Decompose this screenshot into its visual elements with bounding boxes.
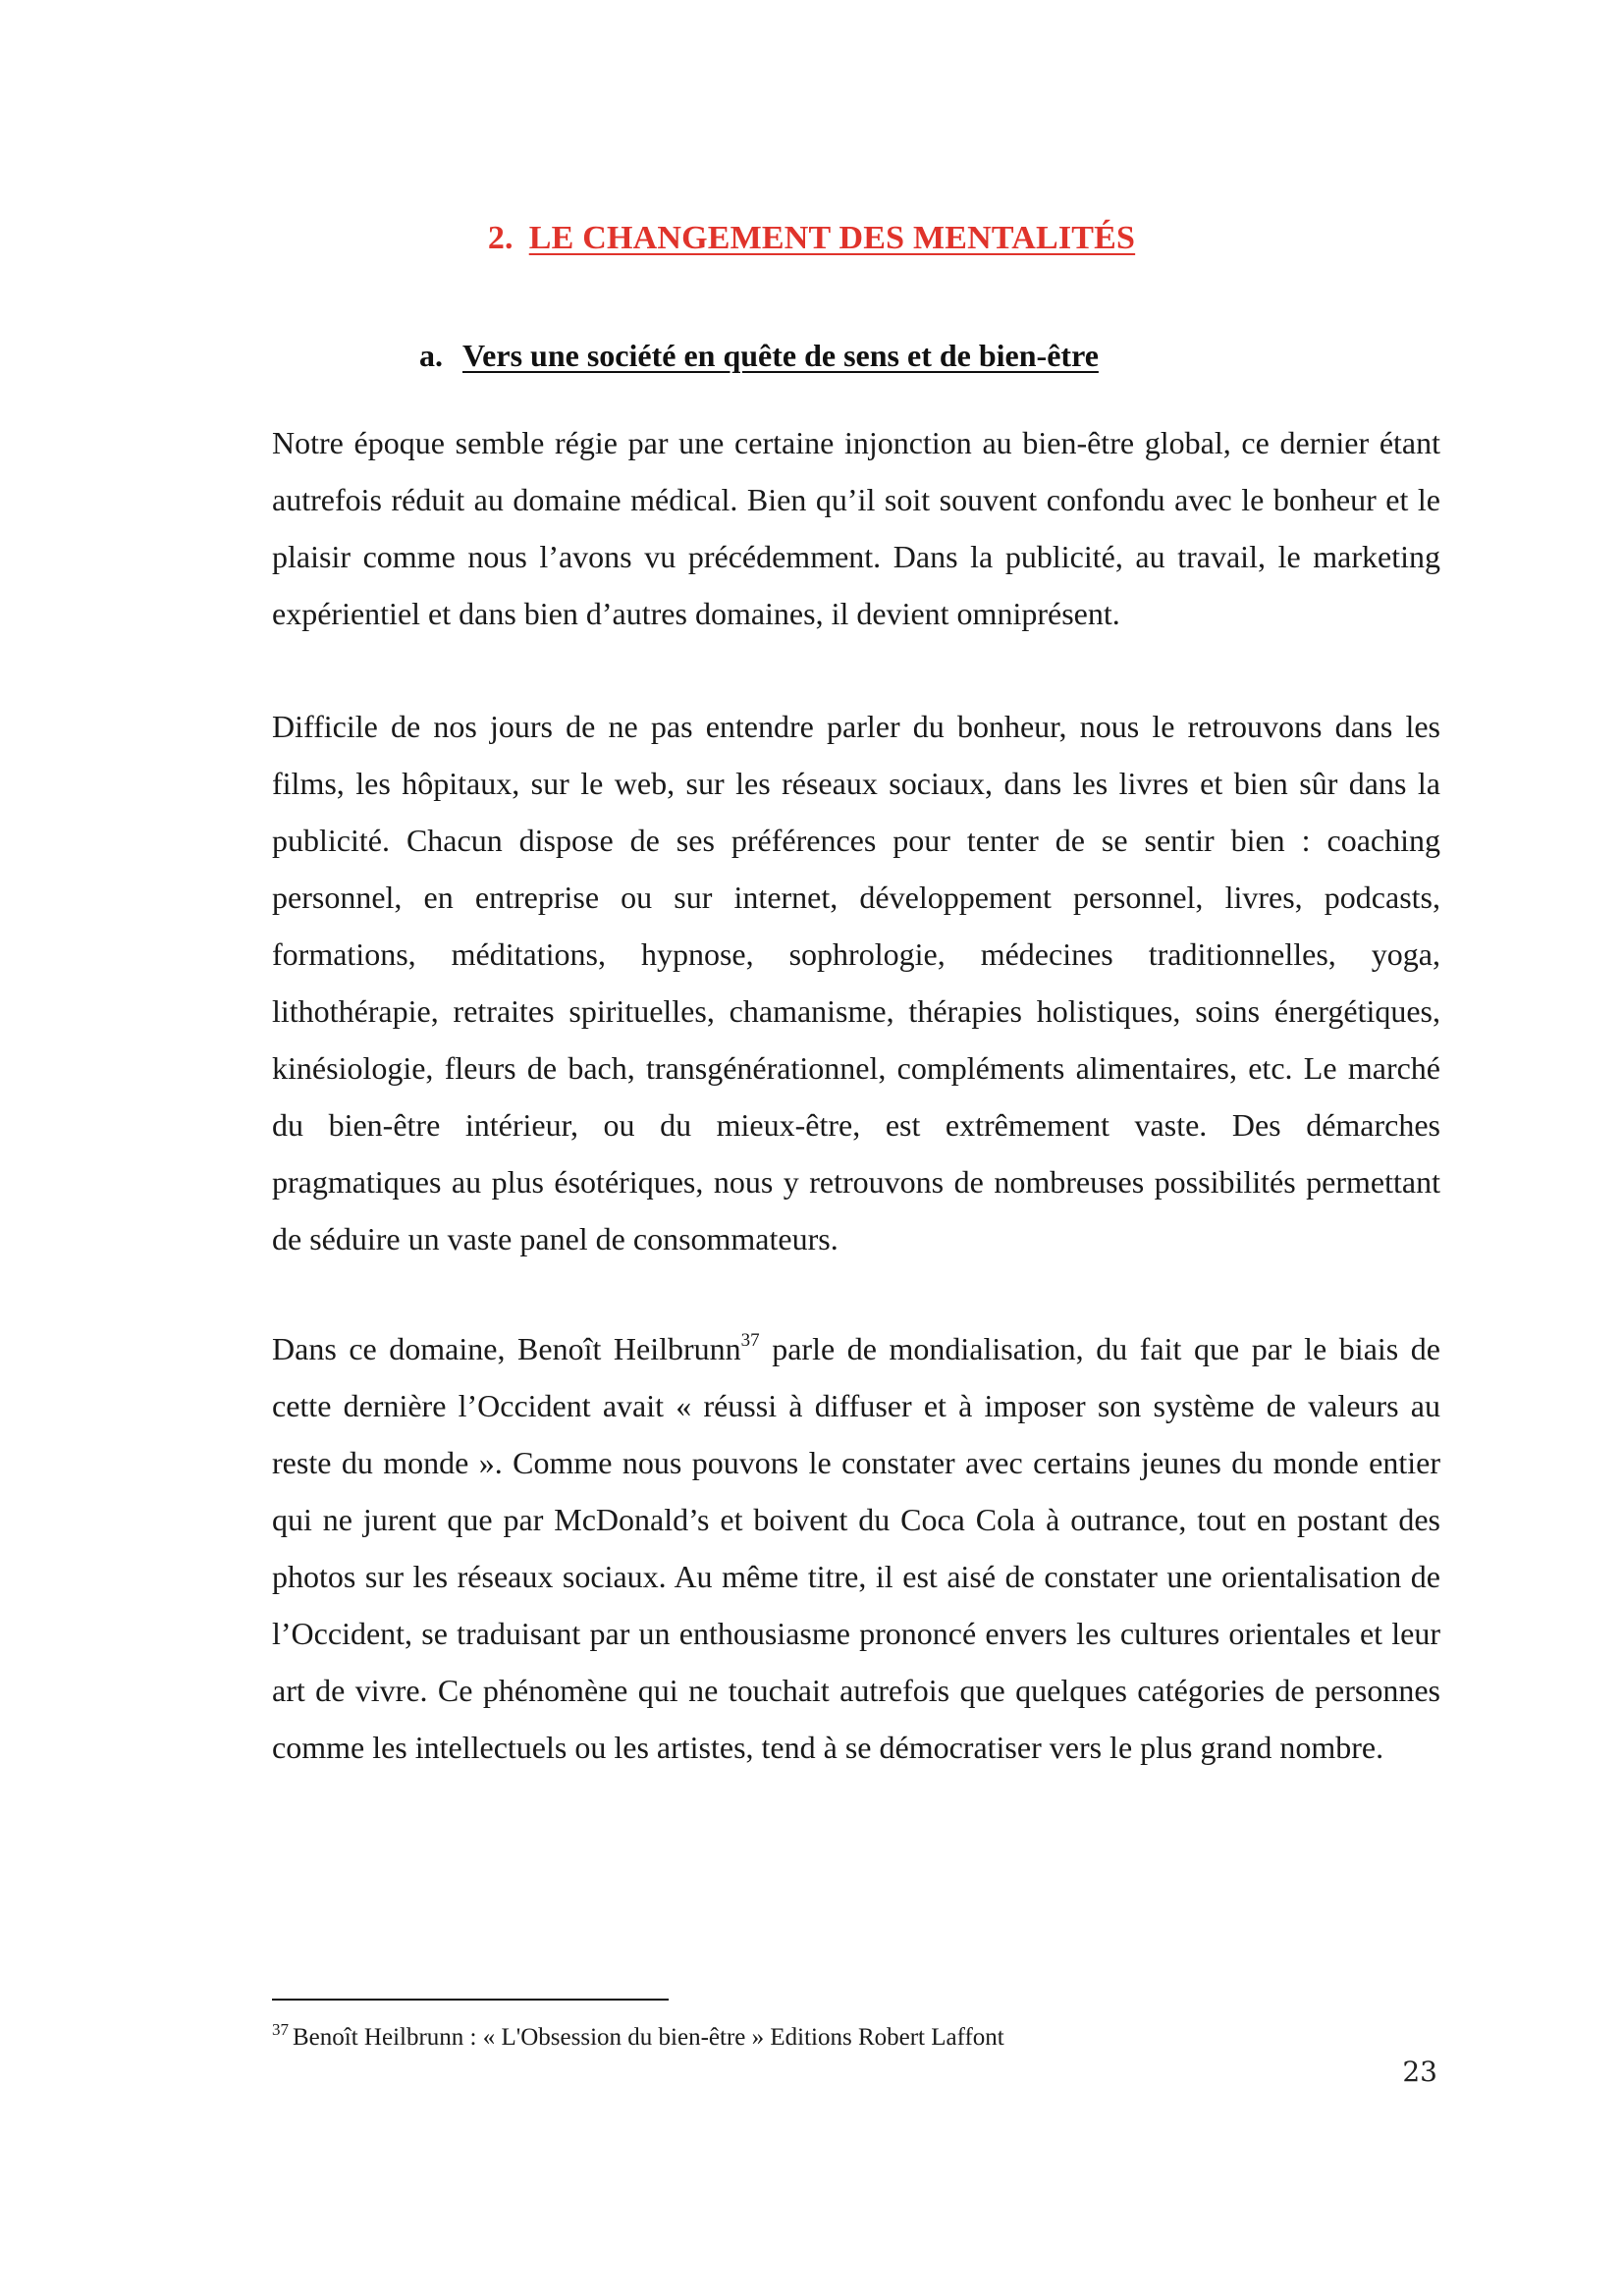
- paragraph-text-start: Dans ce domaine, Benoît Heilbrunn: [272, 1331, 741, 1366]
- footnote-separator: [272, 1999, 669, 2001]
- paragraph-wellbeing-injunction: Notre époque semble régie par une certaine injonction au bien-être global, ce dernier étant autrefois réduit au domaine médical. Bien qu’il soit souvent confondu avec le bonheur et le plaisir comme nous l’avons vu précédemment. Dans la publicité, au travail, le marketing expérientiel et dans bien d’autres domaines, il devient omniprésent.: [272, 425, 1440, 631]
- paragraph-text-end: parle de mondialisation, du fait que par le biais de cette dernière l’Occident avait « réussi à diffuser et à imposer son système de valeurs au reste du monde ». Comme nous pouvons le constater avec certains jeunes du monde entier qui ne jurent que par McDonald’s et boivent du Coca Cola à outrance, tout en postant des photos sur les réseaux sociaux. Au même titre, il est aisé de constater une orientalisation de l’Occident, se traduisant par un enthousiasme prononcé envers les cultures orientales et leur art de vivre. Ce phénomène qui ne touchait autrefois que quelques catégories de personnes comme les intellectuels ou les artistes, tend à se démocratiser vers le plus grand nombre.: [272, 1331, 1440, 1765]
- paragraph-globalisation: [272, 1320, 1440, 1776]
- section-title: LE CHANGEMENT DES MENTALITÉS: [528, 220, 1136, 257]
- footnote-marker: 37: [272, 2020, 289, 2039]
- section-heading: [0, 220, 1623, 257]
- paragraph-happiness-market: Difficile de nos jours de ne pas entendre parler du bonheur, nous le retrouvons dans les films, les hôpitaux, sur le web, sur les réseaux sociaux, dans les livres et bien sûr dans la publicité. Chacun dispose de ses préférences pour tenter de se sentir bien : coaching personnel, en entreprise ou sur internet, développement personnel, livres, podcasts, formations, méditations, hypnose, sophrologie, médecines traditionnelles, yoga, lithothérapie, retraites spirituelles, chamanisme, thérapies holistiques, soins énergétiques, kinésiologie, fleurs de bach, transgénérationnel, compléments alimentaires, etc. Le marché du bien-être intérieur, ou du mieux-être, est extrêmement vaste. Des démarches pragmatiques au plus ésotériques, nous y retrouvons de nombreuses possibilités permettant de séduire un vaste panel de consommateurs.: [272, 709, 1440, 1256]
- footnote-reference[interactable]: 37: [740, 1330, 760, 1351]
- subsection-letter: a.: [419, 338, 443, 373]
- footnote-text: Benoît Heilbrunn : « L'Obsession du bien-être » Editions Robert Laffont: [293, 2024, 1004, 2051]
- subsection-heading: [419, 338, 1099, 374]
- page-number: 23: [1402, 2056, 1437, 2088]
- footnote: [272, 2022, 1004, 2054]
- subsection-title: Vers une société en quête de sens et de bien-être: [462, 338, 1099, 373]
- section-number: 2.: [487, 220, 514, 257]
